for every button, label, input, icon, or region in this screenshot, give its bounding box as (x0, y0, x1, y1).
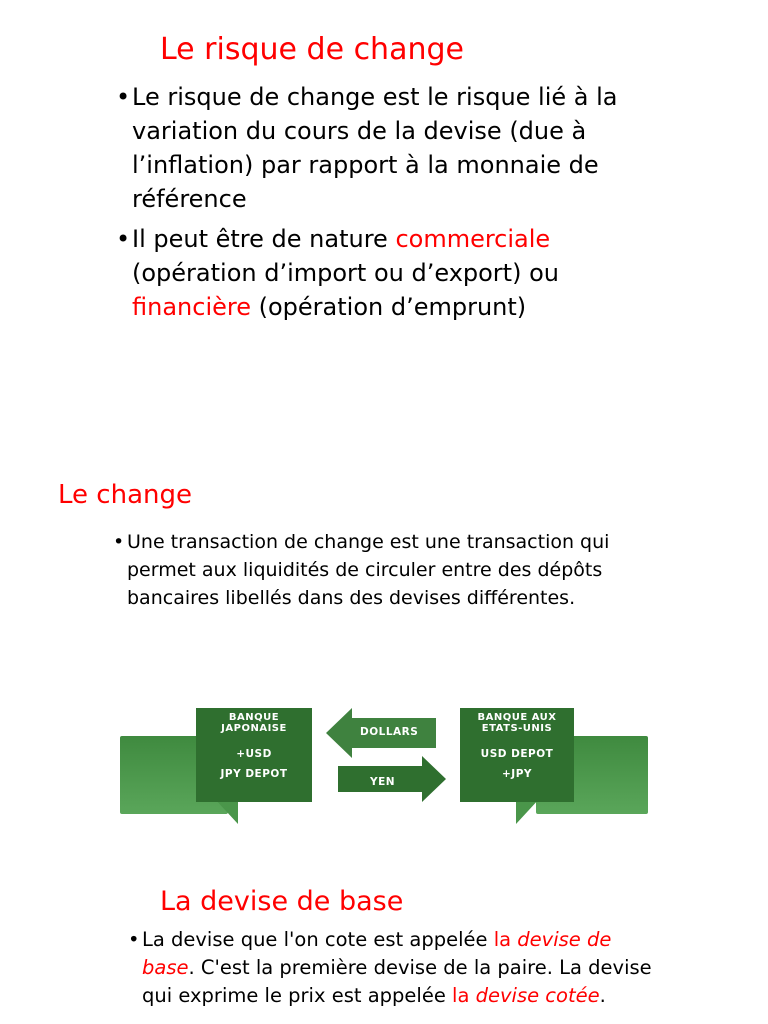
devise-bullets (142, 926, 662, 1010)
bullet-devise-definition: • La devise que l'on cote est appelée la devise de base. C'est la première devise de la paire. La devise qui exprime le prix est appelée la devise cotée. (142, 926, 662, 1010)
bullet-transaction: • Une transaction de change est une transaction qui permet aux liquidités de circuler entre des dépôts bancaires libellés dans des devises différentes. (127, 528, 647, 612)
right-bank-box: BANQUE AUX ETATS-UNIS USD DEPOT +JPY (460, 708, 574, 802)
bullet-definition: • Le risque de change est le risque lié à la variation du cours de la devise (due à l’inflation) par rapport à la monnaie de référence (132, 80, 652, 216)
section-title-le-change: Le change (58, 480, 192, 510)
term-devise-cotee: devise cotée (475, 984, 600, 1007)
yen-label: YEN (370, 776, 396, 788)
risque-bullets (132, 80, 652, 330)
bullet-nature: • Il peut être de nature commerciale (opération d’import ou d’export) ou financière (opération d’emprunt) (132, 222, 652, 324)
term-devise-de-base: devise de base (142, 928, 612, 979)
section-title-devise-de-base: La devise de base (160, 886, 404, 917)
term-commerciale: commerciale (395, 225, 551, 253)
exchange-diagram (120, 706, 650, 828)
change-bullets (127, 528, 647, 612)
right-speech-tail (512, 798, 542, 826)
left-bank-box: BANQUE JAPONAISE +USD JPY DEPOT (196, 708, 312, 802)
left-speech-tail (214, 798, 244, 826)
section-title-risque-de-change: Le risque de change (160, 32, 464, 67)
dollars-label: DOLLARS (360, 726, 419, 738)
term-financiere: financière (132, 293, 251, 321)
